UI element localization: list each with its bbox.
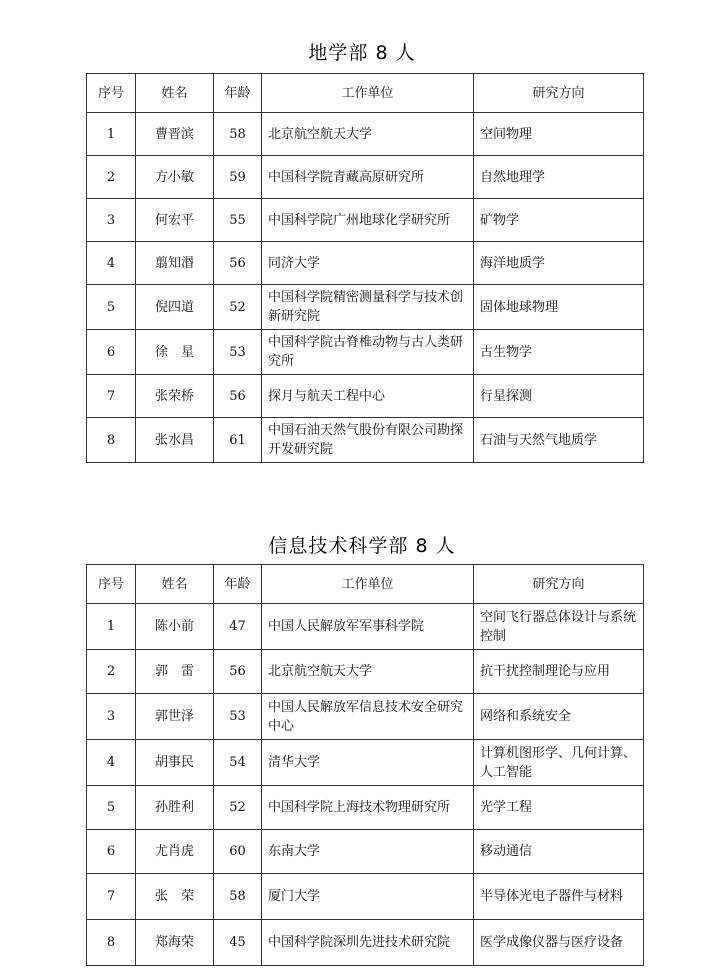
- cell-work-unit: 中国科学院精密测量科学与技术创新研究院: [262, 285, 474, 330]
- cell-age: 56: [214, 242, 262, 285]
- cell-age: 56: [214, 650, 262, 694]
- cell-name: 陈小前: [136, 604, 214, 650]
- cell-number: 4: [87, 740, 136, 786]
- cell-work-unit: 中国石油天然气股份有限公司勘探开发研究院: [262, 418, 474, 463]
- cell-name: 张 荣: [136, 874, 214, 920]
- table-row: [87, 830, 644, 874]
- cell-work-unit: 探月与航天工程中心: [262, 375, 474, 418]
- table-header-row: [87, 565, 644, 604]
- cell-work-unit: 北京航空航天大学: [262, 650, 474, 694]
- table-row: [87, 650, 644, 694]
- section-title-geoscience: 地学部 8 人: [308, 42, 416, 64]
- cell-research-direction: 海洋地质学: [474, 242, 644, 285]
- cell-number: 7: [87, 375, 136, 418]
- cell-age: 56: [214, 375, 262, 418]
- table-row: [87, 375, 644, 418]
- cell-research-direction: 移动通信: [474, 830, 644, 874]
- cell-name: 胡事民: [136, 740, 214, 786]
- cell-age: 45: [214, 920, 262, 966]
- header-research-direction: 研究方向: [474, 74, 644, 113]
- cell-work-unit: 中国科学院青藏高原研究所: [262, 156, 474, 199]
- header-number: 序号: [87, 74, 136, 113]
- table-row: [87, 285, 644, 330]
- cell-name: 翦知湣: [136, 242, 214, 285]
- table-row: [87, 156, 644, 199]
- table-row: [87, 786, 644, 830]
- cell-work-unit: 同济大学: [262, 242, 474, 285]
- table-row: [87, 694, 644, 740]
- cell-research-direction: 抗干扰控制理论与应用: [474, 650, 644, 694]
- header-research-direction: 研究方向: [474, 565, 644, 604]
- header-name: 姓名: [136, 74, 214, 113]
- header-name: 姓名: [136, 565, 214, 604]
- cell-name: 徐 星: [136, 330, 214, 375]
- cell-name: 尤肖虎: [136, 830, 214, 874]
- cell-name: 郭 雷: [136, 650, 214, 694]
- cell-work-unit: 中国人民解放军信息技术安全研究中心: [262, 694, 474, 740]
- cell-research-direction: 半导体光电子器件与材料: [474, 874, 644, 920]
- cell-work-unit: 厦门大学: [262, 874, 474, 920]
- cell-age: 60: [214, 830, 262, 874]
- cell-age: 53: [214, 694, 262, 740]
- cell-research-direction: 网络和系统安全: [474, 694, 644, 740]
- cell-research-direction: 空间物理: [474, 113, 644, 156]
- table-row: [87, 874, 644, 920]
- table-row: [87, 604, 644, 650]
- cell-age: 53: [214, 330, 262, 375]
- cell-research-direction: 固体地球物理: [474, 285, 644, 330]
- cell-number: 6: [87, 330, 136, 375]
- cell-work-unit: 中国科学院广州地球化学研究所: [262, 199, 474, 242]
- cell-name: 方小敏: [136, 156, 214, 199]
- cell-age: 47: [214, 604, 262, 650]
- cell-number: 4: [87, 242, 136, 285]
- cell-name: 张水昌: [136, 418, 214, 463]
- cell-work-unit: 中国科学院古脊椎动物与古人类研究所: [262, 330, 474, 375]
- table-row: [87, 418, 644, 463]
- table-header-row: [87, 74, 644, 113]
- cell-number: 3: [87, 199, 136, 242]
- cell-age: 58: [214, 874, 262, 920]
- cell-number: 7: [87, 874, 136, 920]
- cell-research-direction: 矿物学: [474, 199, 644, 242]
- information-technology-table: [86, 564, 644, 966]
- cell-research-direction: 空间飞行器总体设计与系统控制: [474, 604, 644, 650]
- cell-research-direction: 石油与天然气地质学: [474, 418, 644, 463]
- cell-age: 54: [214, 740, 262, 786]
- cell-name: 郑海荣: [136, 920, 214, 966]
- cell-research-direction: 行星探测: [474, 375, 644, 418]
- header-work-unit: 工作单位: [262, 565, 474, 604]
- cell-name: 何宏平: [136, 199, 214, 242]
- header-age: 年龄: [214, 74, 262, 113]
- cell-name: 孙胜利: [136, 786, 214, 830]
- table-row: [87, 740, 644, 786]
- table-row: [87, 199, 644, 242]
- cell-research-direction: 古生物学: [474, 330, 644, 375]
- cell-number: 5: [87, 285, 136, 330]
- cell-age: 52: [214, 285, 262, 330]
- header-number: 序号: [87, 565, 136, 604]
- cell-number: 8: [87, 418, 136, 463]
- cell-age: 55: [214, 199, 262, 242]
- cell-work-unit: 中国人民解放军军事科学院: [262, 604, 474, 650]
- table-row: [87, 920, 644, 966]
- cell-work-unit: 东南大学: [262, 830, 474, 874]
- cell-name: 曹晋滨: [136, 113, 214, 156]
- cell-number: 1: [87, 604, 136, 650]
- table-row: [87, 330, 644, 375]
- cell-number: 2: [87, 156, 136, 199]
- header-work-unit: 工作单位: [262, 74, 474, 113]
- cell-number: 8: [87, 920, 136, 966]
- cell-work-unit: 北京航空航天大学: [262, 113, 474, 156]
- cell-research-direction: 医学成像仪器与医疗设备: [474, 920, 644, 966]
- cell-research-direction: 自然地理学: [474, 156, 644, 199]
- cell-work-unit: 清华大学: [262, 740, 474, 786]
- cell-work-unit: 中国科学院上海技术物理研究所: [262, 786, 474, 830]
- section-title-information-technology: 信息技术科学部 8 人: [268, 535, 456, 557]
- cell-research-direction: 计算机图形学、几何计算、人工智能: [474, 740, 644, 786]
- cell-work-unit: 中国科学院深圳先进技术研究院: [262, 920, 474, 966]
- cell-number: 3: [87, 694, 136, 740]
- cell-age: 58: [214, 113, 262, 156]
- cell-number: 6: [87, 830, 136, 874]
- cell-age: 52: [214, 786, 262, 830]
- cell-name: 张荣桥: [136, 375, 214, 418]
- cell-name: 郭世泽: [136, 694, 214, 740]
- cell-number: 2: [87, 650, 136, 694]
- cell-name: 倪四道: [136, 285, 214, 330]
- cell-number: 5: [87, 786, 136, 830]
- table-row: [87, 113, 644, 156]
- cell-age: 61: [214, 418, 262, 463]
- table-row: [87, 242, 644, 285]
- cell-number: 1: [87, 113, 136, 156]
- geoscience-table: [86, 73, 644, 463]
- header-age: 年龄: [214, 565, 262, 604]
- cell-research-direction: 光学工程: [474, 786, 644, 830]
- cell-age: 59: [214, 156, 262, 199]
